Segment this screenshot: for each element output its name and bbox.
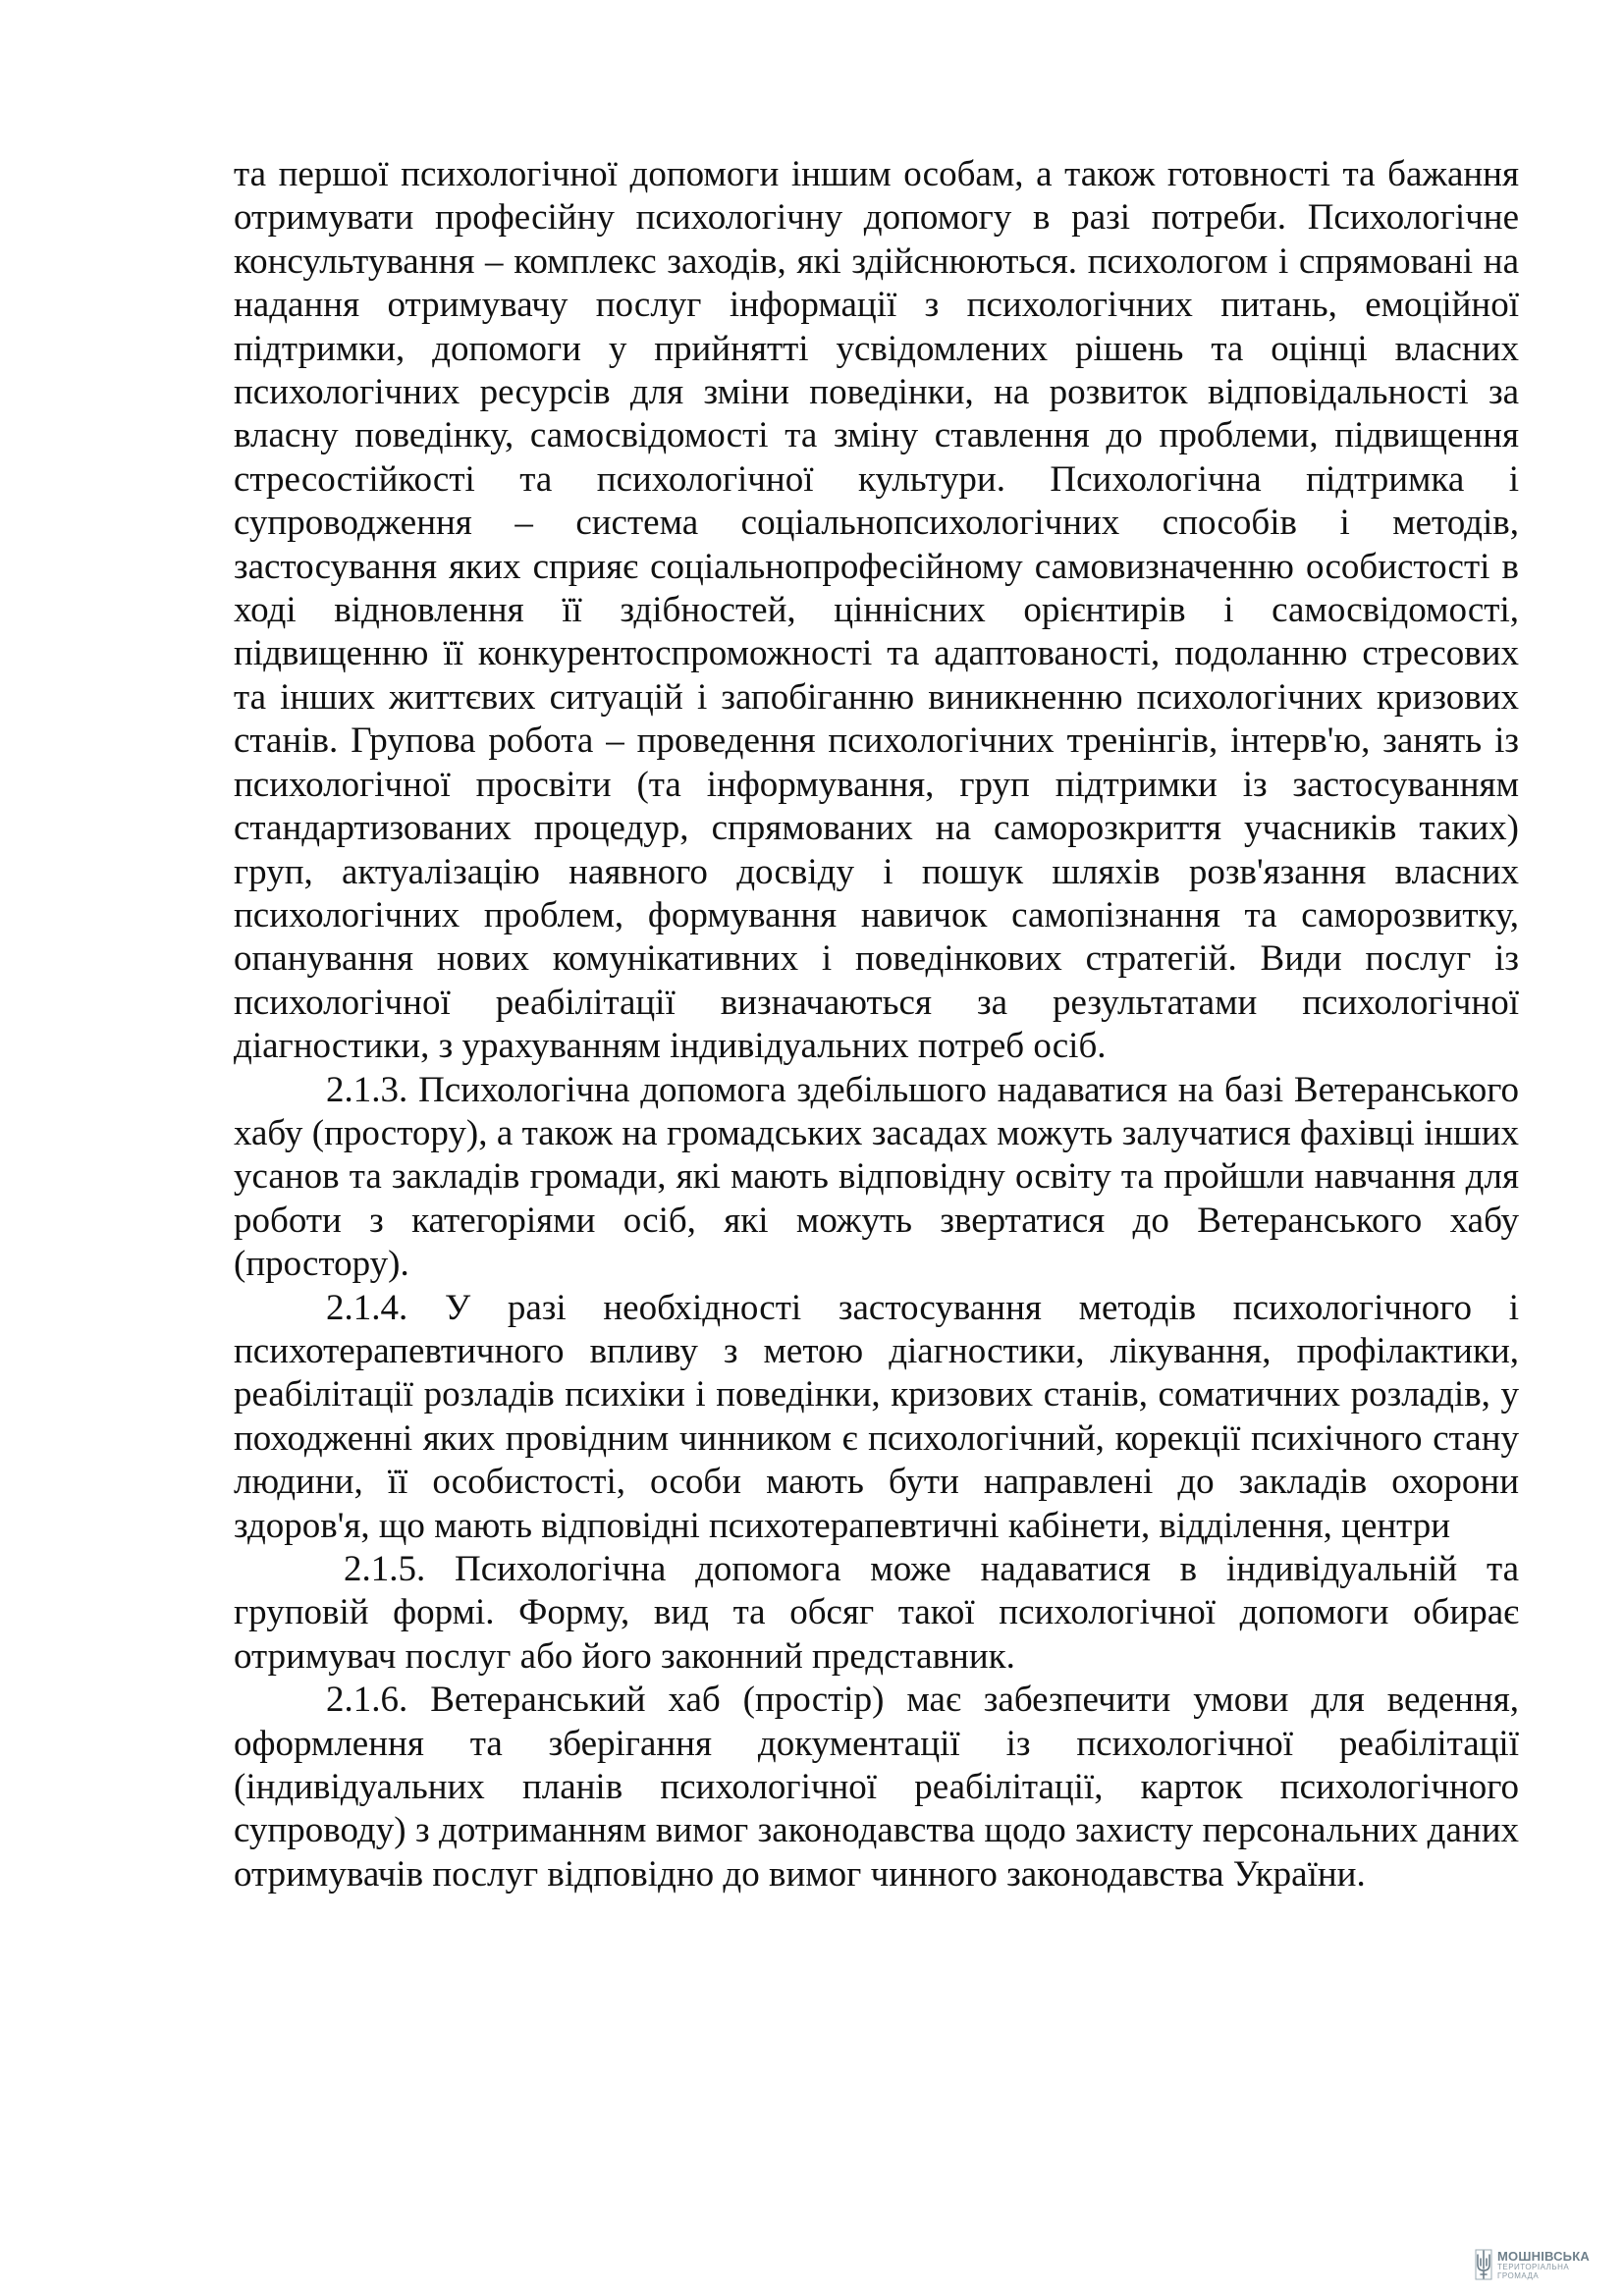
paragraph-2-1-4: 2.1.4. У разі необхідності застосування методів психологічного і психотерапевтичного впливу з метою діагностики, лікування, профілактики, реабілітації розладів психіки і поведінки, кризових станів, соматичних розладів, у походженні яких провідним чинником є психологічний, корекції психічного стану людини, її особистості, особи мають бути направлені до закладів охорони здоров'я, що мають відповідні психотерапевтичні кабінети, відділення, центри	[234, 1287, 1519, 1546]
watermark-line-3: ГРОМАДА	[1497, 2270, 1540, 2280]
paragraph-2-1-5: 2.1.5. Психологічна допомога може надаватися в індивідуальній та груповій формі. Форму, вид та обсяг такої психологічної допомоги обирає отримувач послуг або його законний представник.	[234, 1549, 1519, 1677]
paragraph-psychological-services: та першої психологічної допомоги іншим особам, а також готовності та бажання отримувати професійну психологічну допомогу в разі потреби. Психологічне консультування – комплекс заходів, які здійснюються. психологом і спрямовані на надання отримувачу послуг інформації з психологічних питань, емоційної підтримки, допомоги у прийнятті усвідомлених рішень та оцінці власних психологічних ресурсів для зміни поведінки, на розвиток відповідальності за власну поведінку, самосвідомості та зміну ставлення до проблеми, підвищення стресостійкості та психологічної культури. Психологічна підтримка і супроводження – система соціальнопсихологічних способів і методів, застосування яких сприяє соціальнопрофесійному самовизначенню особистості в ході відновлення її здібностей, ціннісних орієнтирів і самосвідомості, підвищенню її конкурентоспроможності та адаптованості, подоланню стресових та інших життєвих ситуацій і запобіганню виникненню психологічних кризових станів. Групова робота – проведення психологічних тренінгів, інтерв'ю, занять із психологічної просвіти (та інформування, груп підтримки із застосуванням стандартизованих процедур, спрямованих на саморозкриття учасників таких) груп, актуалізацію наявного досвіду і пошук шляхів розв'язання власних психологічних проблем, формування навичок самопізнання та саморозвитку, опанування нових комунікативних і поведінкових стратегій. Види послуг із психологічної реабілітації визначаються за результатами психологічної діагностики, з урахуванням індивідуальних потреб осіб.	[234, 154, 1519, 1067]
paragraph-2-1-6: 2.1.6. Ветеранський хаб (простір) має забезпечити умови для ведення, оформлення та зберігання документації із психологічної реабілітації (індивідуальних планів психологічної реабілітації, карток психологічного супроводу) з дотриманням вимог законодавства щодо захисту персональних даних отримувачів послуг відповідно до вимог чинного законодавства України.	[234, 1680, 1519, 1895]
watermark-line-2: ТЕРИТОРІАЛЬНА	[1497, 2262, 1570, 2271]
community-watermark	[1474, 2245, 1590, 2284]
watermark-line-1: МОШНІВСЬКА	[1497, 2248, 1590, 2264]
trident-icon	[1474, 2249, 1493, 2280]
paragraph-2-1-3: 2.1.3. Психологічна допомога здебільшого надаватися на базі Ветеранського хабу (простору), а також на громадських засадах можуть залучатися фахівці інших усанов та закладів громади, які мають відповідну освіту та пройшли навчання для роботи з категоріями осіб, які можуть звертатися до Ветеранського хабу (простору).	[234, 1069, 1519, 1285]
watermark-text	[1497, 2250, 1590, 2280]
document-body	[234, 153, 1519, 1896]
